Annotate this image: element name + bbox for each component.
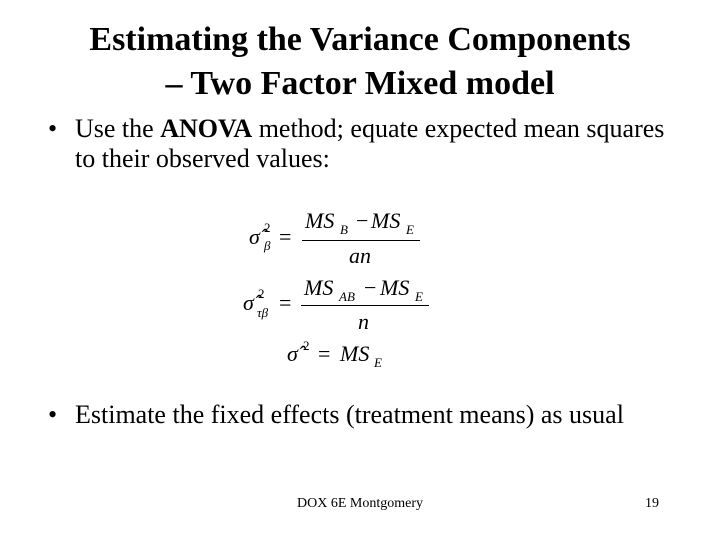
footer-source: DOX 6E Montgomery — [297, 496, 423, 511]
eq1-num-b: MS — [371, 208, 401, 233]
eq3-rhs: MS — [340, 341, 370, 366]
title-line-2: – Two Factor Mixed model — [165, 65, 555, 102]
eq3-equals: = — [318, 341, 331, 366]
page-number: 19 — [645, 496, 659, 511]
eq2-minus: − — [364, 275, 377, 300]
eq2-sup: 2 — [258, 286, 265, 301]
eq1-num-b-sub: E — [406, 222, 414, 237]
eq2-equals: = — [279, 290, 292, 315]
eq2-num-a-sub: AB — [339, 289, 355, 304]
eq1-num-a: MS — [305, 208, 335, 233]
eq2-num-b-sub: E — [415, 289, 423, 304]
bullet-text — [75, 114, 678, 174]
bullet-text: Estimate the fixed effects (treatment means) as usual — [75, 400, 624, 429]
eq1-num-a-sub: B — [340, 222, 348, 237]
eq2-sigma-hat: σ̂ — [243, 290, 254, 315]
slide-title — [40, 18, 680, 106]
eq1-sub: β — [264, 238, 271, 253]
eq2-den: n — [358, 309, 369, 334]
eq2-num-b: MS — [380, 275, 410, 300]
eq1-equals: = — [279, 224, 292, 249]
title-line-1: Estimating the Variance Components — [89, 21, 631, 58]
eq3-sigma-hat: σ̂ — [287, 341, 298, 366]
eq1-fraction-bar — [302, 240, 420, 241]
bullet-text-bold: ANOVA — [160, 114, 253, 143]
bullet-text-after: method; equate expected mean squares to their observed values: — [75, 114, 665, 173]
eq1-sigma-hat: σ̂ — [249, 224, 260, 249]
eq2-fraction-bar — [301, 305, 429, 306]
bullet-text-before: Use the — [75, 114, 161, 143]
eq2-sub: τβ — [257, 305, 269, 320]
eq3-rhs-sub: E — [374, 355, 382, 370]
eq1-den: an — [349, 243, 371, 268]
eq1-sup: 2 — [264, 220, 271, 235]
bullet-marker: • — [48, 400, 58, 429]
bullet-fixed-effects — [48, 400, 678, 430]
eq2-num-a: MS — [304, 275, 334, 300]
bullet-marker: • — [48, 114, 58, 143]
eq3-sup: 2 — [303, 338, 310, 353]
bullet-anova-method — [48, 114, 678, 174]
eq1-minus: − — [356, 208, 369, 233]
